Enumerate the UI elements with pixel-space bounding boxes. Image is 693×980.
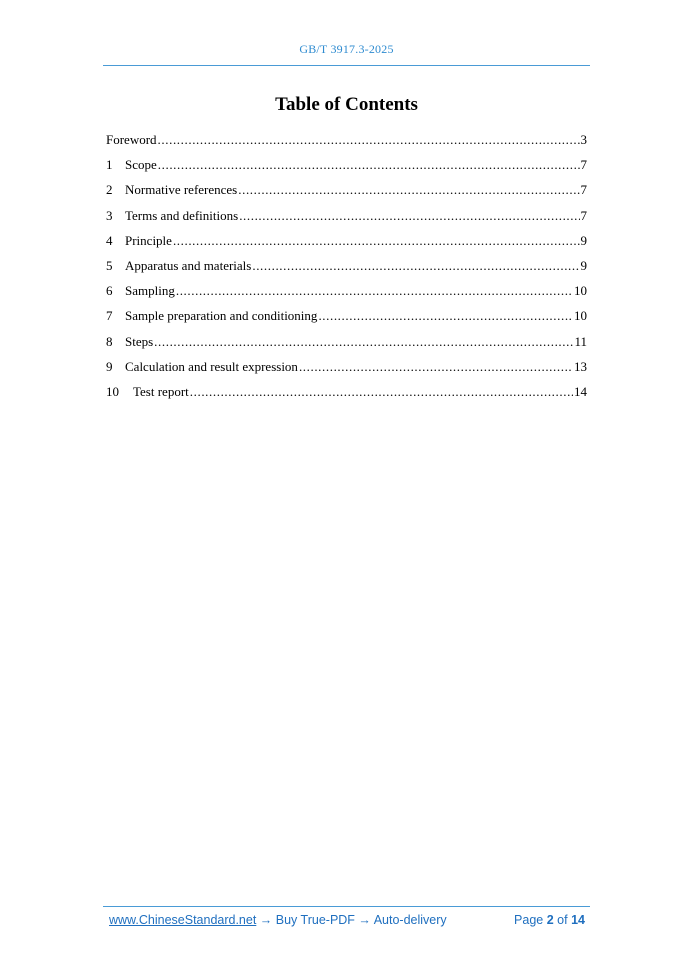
- header-divider: [103, 65, 590, 66]
- toc-entry-title: Sample preparation and conditioning: [125, 308, 318, 324]
- toc-entry-page: 7: [580, 182, 587, 198]
- toc-entry-page: 3: [580, 132, 587, 147]
- toc-dot-leader: [190, 383, 573, 400]
- toc-entry-page: 10: [574, 283, 587, 299]
- page-current: 2: [546, 913, 554, 927]
- page-total: 14: [571, 913, 585, 927]
- toc-dot-leader: [173, 232, 580, 249]
- toc-entry[interactable]: [106, 282, 587, 307]
- toc-entry-number: 7: [106, 308, 113, 324]
- website-link[interactable]: www.ChineseStandard.net: [109, 913, 257, 927]
- page-footer: [109, 913, 585, 931]
- toc-dot-leader: [252, 257, 579, 274]
- toc-entry[interactable]: [106, 131, 587, 156]
- toc-dot-leader: [239, 207, 579, 224]
- toc-entry-number: 9: [106, 358, 113, 374]
- toc-heading: Table of Contents: [275, 94, 418, 115]
- footer-divider: [103, 906, 590, 907]
- toc-dot-leader: [176, 282, 573, 299]
- toc-dot-leader: [299, 358, 573, 375]
- toc-entry[interactable]: [106, 181, 587, 206]
- toc-entry-page: 14: [574, 383, 587, 399]
- toc-entry-title: Normative references: [125, 182, 238, 198]
- toc-entry[interactable]: [106, 156, 587, 181]
- toc-entry-title: Sampling: [125, 283, 175, 299]
- table-of-contents: [106, 131, 587, 408]
- toc-entry-title: Principle: [125, 232, 172, 248]
- toc-entry[interactable]: [106, 232, 587, 257]
- toc-entry[interactable]: [106, 333, 587, 358]
- toc-entry-page: 10: [574, 308, 587, 324]
- page-of: of: [557, 913, 568, 927]
- toc-entry-page: 9: [580, 257, 587, 273]
- toc-entry-page: 7: [580, 207, 587, 223]
- toc-entry-number: 10: [106, 383, 119, 399]
- toc-entry[interactable]: [106, 383, 587, 408]
- toc-dot-leader: [158, 156, 580, 173]
- toc-dot-leader: [238, 181, 579, 198]
- toc-entry-title: Calculation and result expression: [125, 358, 298, 374]
- page-indicator: [514, 913, 585, 927]
- toc-dot-leader: [158, 131, 580, 148]
- toc-entry[interactable]: [106, 358, 587, 383]
- toc-entry-title: Foreword: [106, 132, 157, 147]
- toc-dot-leader: [318, 307, 573, 324]
- toc-entry-page: 13: [574, 358, 587, 374]
- toc-entry-number: 8: [106, 333, 113, 349]
- toc-entry-page: 7: [580, 157, 587, 173]
- toc-entry-number: 3: [106, 207, 113, 223]
- toc-dot-leader: [154, 333, 573, 350]
- toc-entry-page: 11: [574, 333, 587, 349]
- page-label: Page: [514, 913, 544, 927]
- toc-entry[interactable]: [106, 307, 587, 332]
- toc-entry[interactable]: [106, 257, 587, 282]
- toc-entry-title: Apparatus and materials: [125, 257, 252, 273]
- toc-entry-title: Test report: [133, 383, 189, 399]
- toc-entry-page: 9: [580, 232, 587, 248]
- toc-entry-number: 5: [106, 257, 113, 273]
- footer-promo: [109, 913, 447, 927]
- toc-entry-number: 6: [106, 283, 113, 299]
- footer-tagline: → Buy True-PDF → Auto-delivery: [256, 913, 447, 927]
- toc-entry-title: Scope: [125, 157, 157, 173]
- toc-entry-number: 2: [106, 182, 113, 198]
- toc-entry-title: Steps: [125, 333, 154, 349]
- toc-entry-title: Terms and definitions: [125, 207, 239, 223]
- toc-entry-number: 4: [106, 232, 113, 248]
- toc-entry[interactable]: [106, 207, 587, 232]
- document-header: GB/T 3917.3-2025: [299, 42, 394, 56]
- toc-entry-number: 1: [106, 157, 113, 173]
